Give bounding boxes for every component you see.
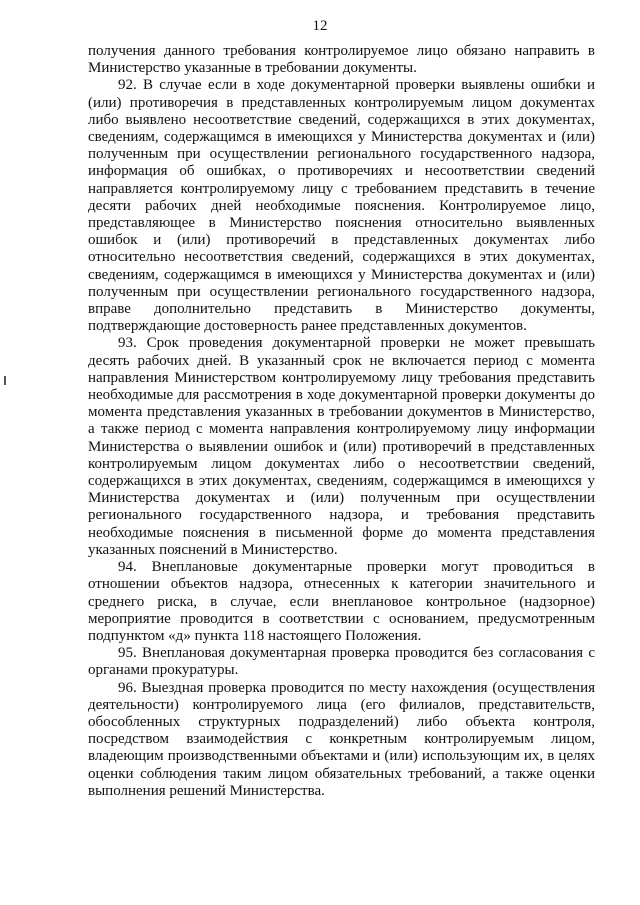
margin-mark — [4, 376, 6, 385]
page-number: 12 — [312, 18, 328, 34]
paragraph-92: 92. В случае если в ходе документарной проверки выявлены ошибки и (или) противоречия в представленных контролируемым лицом документах либо выявлено несоответствие сведений, содержащихся в этих документах, сведениям, содержащимся в имеющихся у Министерства документах и (или) полученным при осуществлении регионального государственного надзора, информация об ошибках, о противоречиях и несоответствии сведений направляется контролируемому лицу с требованием представить в течение десяти рабочих дней необходимые пояснения. Контролируемое лицо, представляющее в Министерство пояснения относительно выявленных ошибок и (или) противоречий в представленных документах либо относительно несоответствия сведений, содержащихся в этих документах, сведениям, содержащимся в имеющихся у Министерства документах и (или) полученным при осуществлении регионального государственного надзора, вправе дополнительно представить в Министерство документы, подтверждающие достоверность ранее представленных документов. — [88, 77, 595, 335]
paragraph-94: 94. Внеплановые документарные проверки могут проводиться в отношении объектов надзора, отнесенных к категории значительного и среднего риска, в случае, если внеплановое контрольное (надзорное) мероприятие проводится в соответствии с основанием, предусмотренным подпунктом «д» пункта 118 настоящего Положения. — [88, 559, 595, 644]
document-body — [88, 43, 595, 800]
paragraph-93: 93. Срок проведения документарной проверки не может превышать десять рабочих дней. В указанный срок не включается период с момента направления Министерством контролируемому лицу требования представить необходимые для рассмотрения в ходе документарной проверки документы до момента представления указанных в требовании документов в Министерство, а также период с момента направления контролируемому лицу информации Министерства о выявлении ошибок и (или) противоречий в представленных контролируемым лицом документах либо о несоответствии сведений, содержащихся в этих документах, сведениям, содержащимся в имеющихся у Министерства документах и (или) полученным при осуществлении регионального государственного надзора, и требования представить необходимые пояснения в письменной форме до момента представления указанных пояснений в Министерство. — [88, 335, 595, 558]
paragraph-95: 95. Внеплановая документарная проверка проводится без согласования с органами прокуратуры. — [88, 645, 595, 679]
paragraph-continuation: получения данного требования контролируемое лицо обязано направить в Министерство указанные в требовании документы. — [88, 43, 595, 77]
paragraph-96: 96. Выездная проверка проводится по месту нахождения (осуществления деятельности) контролируемого лица (его филиалов, представительств, обособленных структурных подразделений) либо объекта контроля, посредством взаимодействия с конкретным контролируемым лицом, владеющим производственными объектами и (или) использующим их, в целях оценки соблюдения таким лицом обязательных требований, а также оценки выполнения решений Министерства. — [88, 679, 595, 799]
